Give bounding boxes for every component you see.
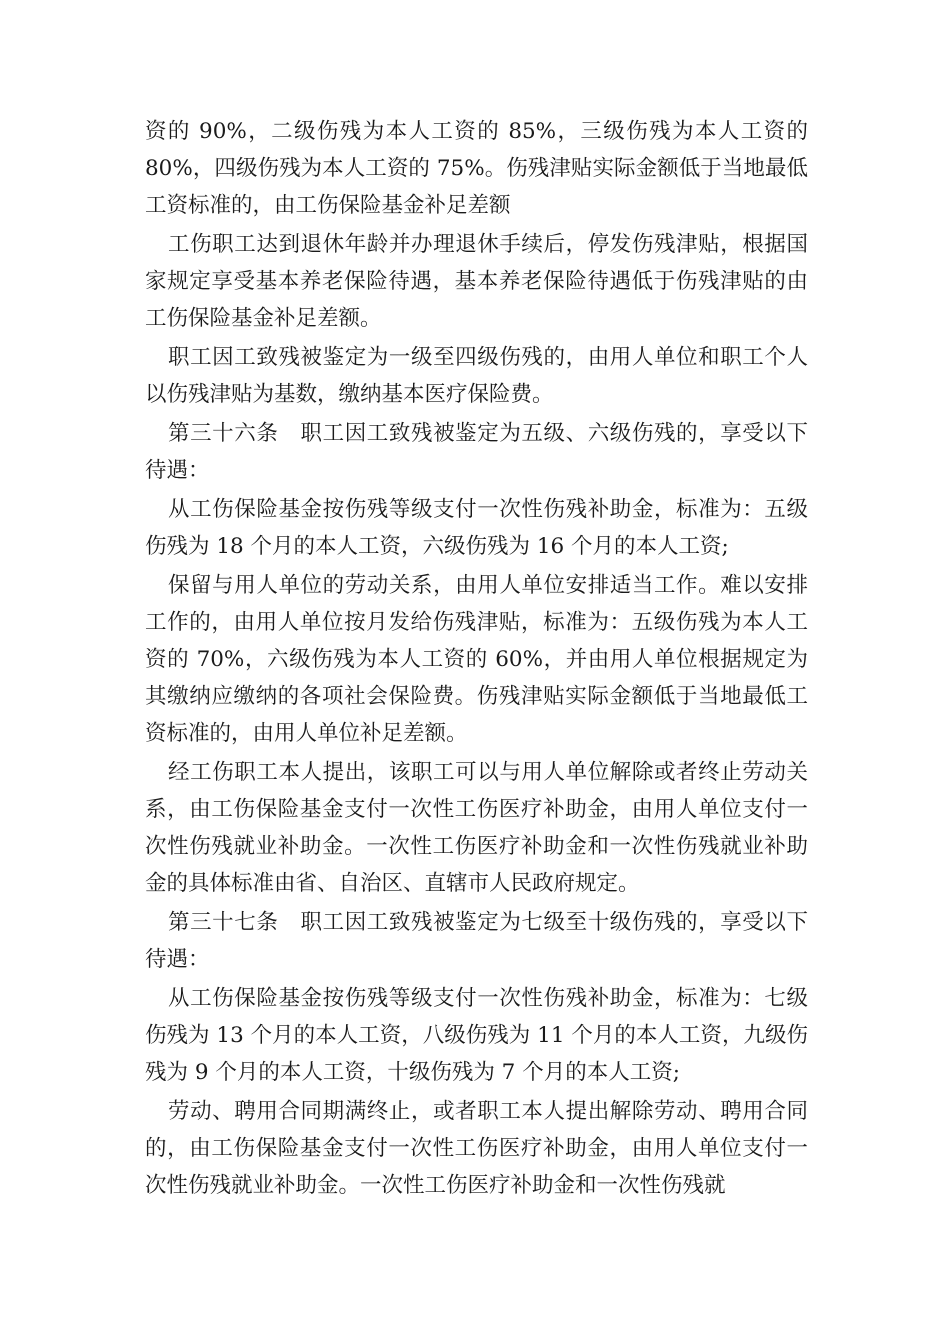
paragraph-9: 从工伤保险基金按伤残等级支付一次性伤残补助金，标准为：七级伤残为 13 个月的本人工资，八级伤残为 11 个月的本人工资，九级伤残为 9 个月的本人工资，十级伤残为 7 个月的本人工资; — [145, 986, 808, 1085]
paragraph-6: 保留与用人单位的劳动关系，由用人单位安排适当工作。难以安排工作的，由用人单位按月发给伤残津贴，标准为：五级伤残为本人工资的 70%，六级伤残为本人工资的 60%，并由用人单位根据规定为其缴纳应缴纳的各项社会保险费。伤残津贴实际金额低于当地最低工资标准的，由用人单位补足差额。 — [145, 573, 808, 746]
paragraph-10: 劳动、聘用合同期满终止，或者职工本人提出解除劳动、聘用合同的，由工伤保险基金支付一次性工伤医疗补助金，由用人单位支付一次性伤残就业补助金。一次性工伤医疗补助金和一次性伤残就 — [145, 1099, 808, 1198]
paragraph-2: 工伤职工达到退休年龄并办理退休手续后，停发伤残津贴，根据国家规定享受基本养老保险待遇，基本养老保险待遇低于伤残津贴的由工伤保险基金补足差额。 — [145, 232, 808, 331]
paragraph-1: 资的 90%，二级伤残为本人工资的 85%，三级伤残为本人工资的 80%，四级伤残为本人工资的 75%。伤残津贴实际金额低于当地最低工资标准的，由工伤保险基金补足差额 — [145, 119, 808, 218]
paragraph-7: 经工伤职工本人提出，该职工可以与用人单位解除或者终止劳动关系，由工伤保险基金支付一次性工伤医疗补助金，由用人单位支付一次性伤残就业补助金。一次性工伤医疗补助金和一次性伤残就业补助金的具体标准由省、自治区、直辖市人民政府规定。 — [145, 760, 808, 896]
paragraph-3: 职工因工致残被鉴定为一级至四级伤残的，由用人单位和职工个人以伤残津贴为基数，缴纳基本医疗保险费。 — [145, 345, 808, 407]
article-37-heading: 第三十七条 职工因工致残被鉴定为七级至十级伤残的，享受以下待遇： — [145, 910, 808, 972]
paragraph-5: 从工伤保险基金按伤残等级支付一次性伤残补助金，标准为：五级伤残为 18 个月的本人工资，六级伤残为 16 个月的本人工资; — [145, 497, 808, 559]
document-body — [145, 113, 808, 1206]
article-36-heading: 第三十六条 职工因工致残被鉴定为五级、六级伤残的，享受以下待遇： — [145, 421, 808, 483]
